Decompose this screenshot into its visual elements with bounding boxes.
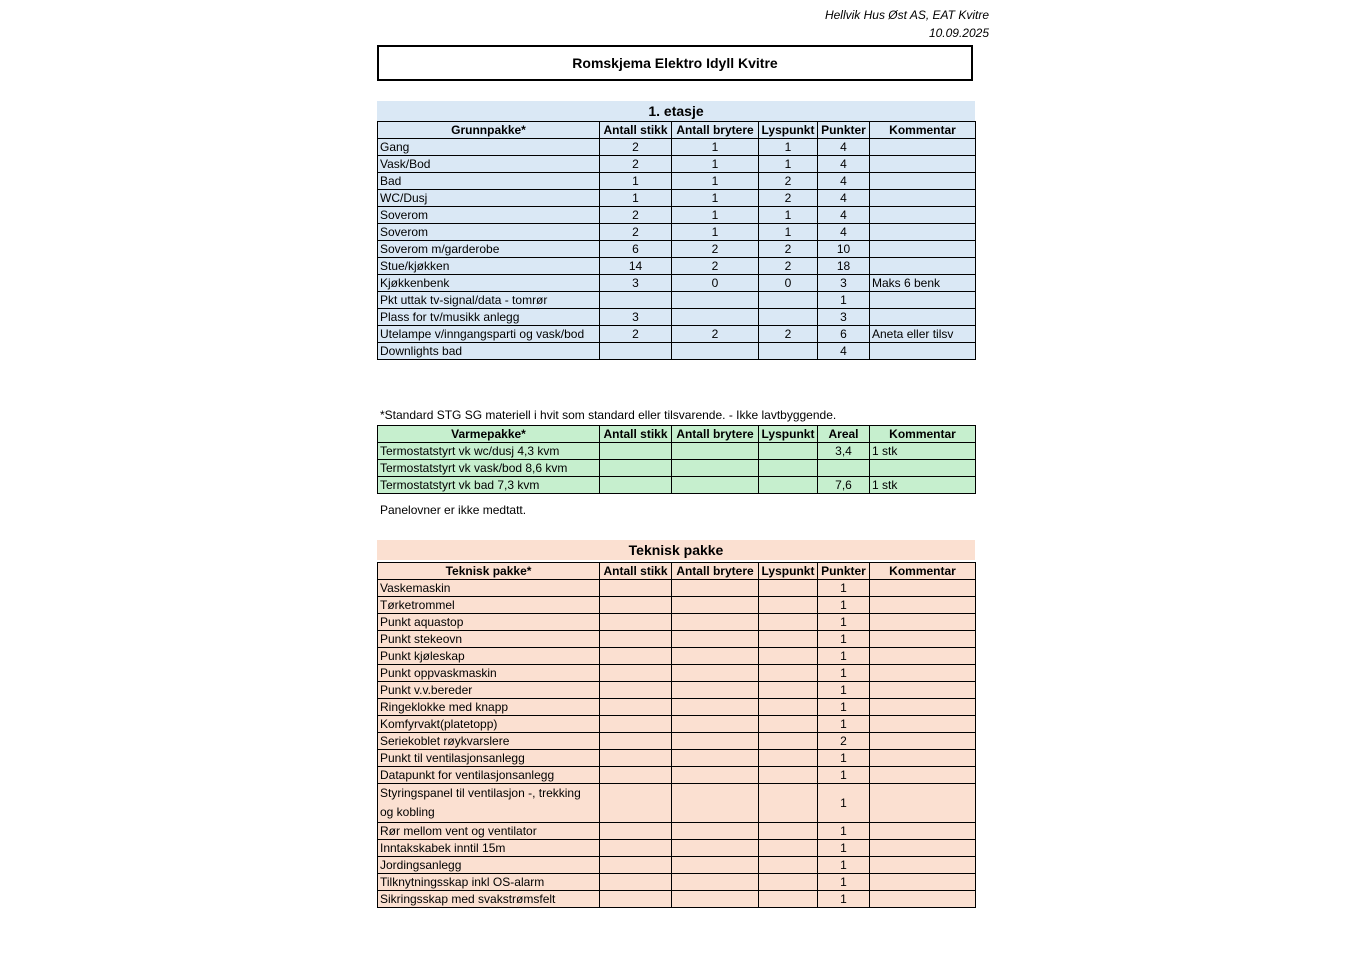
table-cell: 6	[818, 326, 870, 343]
table-cell	[672, 716, 759, 733]
table-cell	[600, 840, 672, 857]
table-row	[378, 699, 976, 716]
table-cell: 2	[672, 326, 759, 343]
row-label: Punkt v.v.bereder	[378, 682, 600, 699]
table-cell	[672, 891, 759, 908]
table-cell: 1	[672, 190, 759, 207]
row-label: Styringspanel til ventilasjon -, trekking og kobling	[378, 784, 600, 823]
table-cell	[600, 460, 672, 477]
table-cell	[759, 309, 818, 326]
table-row	[378, 840, 976, 857]
row-label: Pkt uttak tv-signal/data - tomrør	[378, 292, 600, 309]
table-cell	[759, 716, 818, 733]
technical-table	[377, 562, 976, 908]
table-cell	[600, 665, 672, 682]
table-cell	[759, 750, 818, 767]
table-cell	[870, 460, 976, 477]
row-label: Termostatstyrt vk wc/dusj 4,3 kvm	[378, 443, 600, 460]
table-cell: 2	[759, 241, 818, 258]
table-cell	[672, 784, 759, 823]
table-row	[378, 241, 976, 258]
table-cell	[870, 665, 976, 682]
document-title: Romskjema Elektro Idyll Kvitre	[377, 45, 973, 81]
table-cell: 1	[818, 750, 870, 767]
table-row	[378, 716, 976, 733]
table-cell: 1	[818, 614, 870, 631]
table-cell	[870, 823, 976, 840]
row-label: Tørketrommel	[378, 597, 600, 614]
column-header: Antall brytere	[672, 122, 759, 139]
table-row	[378, 784, 976, 823]
table-cell	[600, 874, 672, 891]
table-row	[378, 631, 976, 648]
table-cell	[600, 477, 672, 494]
floor-header-row	[378, 122, 976, 139]
table-cell	[870, 156, 976, 173]
table-cell	[672, 699, 759, 716]
table-cell: 1	[818, 631, 870, 648]
table-cell	[600, 580, 672, 597]
table-cell	[600, 767, 672, 784]
table-cell: 2	[759, 258, 818, 275]
table-row	[378, 648, 976, 665]
table-cell	[759, 840, 818, 857]
table-cell	[672, 343, 759, 360]
table-cell: 1	[818, 840, 870, 857]
table-cell	[600, 597, 672, 614]
technical-heading: Teknisk pakke	[377, 540, 975, 560]
table-cell: 1	[759, 224, 818, 241]
table-row	[378, 682, 976, 699]
table-cell: 1	[818, 874, 870, 891]
table-row	[378, 443, 976, 460]
table-cell	[672, 292, 759, 309]
table-row	[378, 139, 976, 156]
column-header: Antall brytere	[672, 563, 759, 580]
table-cell	[759, 292, 818, 309]
table-cell: 0	[672, 275, 759, 292]
table-cell: 4	[818, 139, 870, 156]
table-cell	[759, 784, 818, 823]
row-label: Datapunkt for ventilasjonsanlegg	[378, 767, 600, 784]
table-row	[378, 857, 976, 874]
table-row	[378, 750, 976, 767]
table-cell: 1	[672, 156, 759, 173]
table-cell	[600, 891, 672, 908]
table-cell	[759, 665, 818, 682]
row-label: Plass for tv/musikk anlegg	[378, 309, 600, 326]
table-cell	[870, 716, 976, 733]
table-cell: 0	[759, 275, 818, 292]
table-cell: 3	[600, 275, 672, 292]
table-row	[378, 665, 976, 682]
table-row	[378, 614, 976, 631]
table-cell	[600, 823, 672, 840]
table-cell	[870, 733, 976, 750]
table-cell	[672, 665, 759, 682]
table-cell	[759, 631, 818, 648]
table-cell: 1	[818, 823, 870, 840]
table-cell: 3	[600, 309, 672, 326]
table-cell	[870, 139, 976, 156]
table-cell	[870, 648, 976, 665]
table-cell	[672, 840, 759, 857]
table-row	[378, 309, 976, 326]
heating-header-row	[378, 426, 976, 443]
table-cell	[870, 597, 976, 614]
table-cell	[600, 343, 672, 360]
table-cell	[759, 580, 818, 597]
table-cell	[600, 733, 672, 750]
table-cell: 1 stk	[870, 477, 976, 494]
column-header: Punkter	[818, 563, 870, 580]
table-cell	[759, 823, 818, 840]
table-row	[378, 767, 976, 784]
table-cell: 1	[818, 665, 870, 682]
table-cell: Maks 6 benk	[870, 275, 976, 292]
table-cell	[600, 750, 672, 767]
table-cell	[870, 614, 976, 631]
table-row	[378, 343, 976, 360]
column-header: Teknisk pakke*	[378, 563, 600, 580]
row-label: Termostatstyrt vk vask/bod 8,6 kvm	[378, 460, 600, 477]
table-cell	[672, 614, 759, 631]
table-cell: 1	[818, 784, 870, 823]
table-cell: 2	[759, 190, 818, 207]
table-cell: 7,6	[818, 477, 870, 494]
row-label: WC/Dusj	[378, 190, 600, 207]
row-label: Vask/Bod	[378, 156, 600, 173]
table-cell	[870, 207, 976, 224]
table-cell: 18	[818, 258, 870, 275]
row-label: Seriekoblet røykvarslere	[378, 733, 600, 750]
table-cell: 1	[818, 648, 870, 665]
table-cell	[870, 631, 976, 648]
table-cell	[870, 580, 976, 597]
table-row	[378, 891, 976, 908]
table-row	[378, 477, 976, 494]
column-header: Antall stikk	[600, 563, 672, 580]
table-cell: 4	[818, 207, 870, 224]
table-cell	[870, 190, 976, 207]
table-cell: 1	[818, 597, 870, 614]
column-header: Lyspunkt	[759, 426, 818, 443]
table-row	[378, 224, 976, 241]
table-cell	[759, 443, 818, 460]
table-cell: 2	[600, 207, 672, 224]
table-cell: 1	[672, 173, 759, 190]
table-cell	[870, 224, 976, 241]
table-cell: 1	[672, 139, 759, 156]
table-cell	[600, 614, 672, 631]
table-cell	[600, 857, 672, 874]
table-cell	[759, 343, 818, 360]
table-cell	[672, 477, 759, 494]
floor-heading: 1. etasje	[377, 101, 975, 121]
table-cell: 1	[600, 190, 672, 207]
table-cell	[600, 648, 672, 665]
column-header: Antall stikk	[600, 426, 672, 443]
table-cell	[870, 258, 976, 275]
table-cell	[759, 460, 818, 477]
table-cell	[870, 840, 976, 857]
table-cell	[759, 857, 818, 874]
row-label: Ringeklokke med knapp	[378, 699, 600, 716]
table-row	[378, 326, 976, 343]
row-label: Utelampe v/inngangsparti og vask/bod	[378, 326, 600, 343]
table-cell	[672, 309, 759, 326]
table-cell: 2	[818, 733, 870, 750]
table-cell	[600, 716, 672, 733]
table-cell	[870, 699, 976, 716]
column-header: Kommentar	[870, 563, 976, 580]
column-header: Antall brytere	[672, 426, 759, 443]
row-label: Punkt aquastop	[378, 614, 600, 631]
table-cell: 2	[759, 326, 818, 343]
table-cell: 3,4	[818, 443, 870, 460]
floor-table	[377, 121, 976, 360]
table-cell: 2	[600, 156, 672, 173]
table-cell	[870, 857, 976, 874]
table-cell	[759, 699, 818, 716]
table-cell	[600, 292, 672, 309]
table-cell	[672, 750, 759, 767]
table-cell	[672, 874, 759, 891]
table-cell: 1	[759, 139, 818, 156]
table-cell	[672, 460, 759, 477]
heating-note: Panelovner er ikke medtatt.	[380, 503, 527, 517]
table-cell: 1	[672, 224, 759, 241]
table-cell	[759, 891, 818, 908]
row-label: Termostatstyrt vk bad 7,3 kvm	[378, 477, 600, 494]
technical-header-row	[378, 563, 976, 580]
table-row	[378, 874, 976, 891]
table-cell: 14	[600, 258, 672, 275]
table-row	[378, 823, 976, 840]
table-row	[378, 733, 976, 750]
table-row	[378, 460, 976, 477]
table-cell	[759, 597, 818, 614]
table-cell	[870, 292, 976, 309]
row-label: Soverom	[378, 207, 600, 224]
table-cell	[672, 857, 759, 874]
table-row	[378, 207, 976, 224]
table-cell	[672, 580, 759, 597]
table-cell: 1	[759, 207, 818, 224]
table-cell	[600, 682, 672, 699]
table-cell: 4	[818, 343, 870, 360]
table-row	[378, 597, 976, 614]
table-cell: 2	[672, 258, 759, 275]
table-cell: 1	[818, 767, 870, 784]
table-cell	[759, 682, 818, 699]
column-header: Varmepakke*	[378, 426, 600, 443]
column-header: Kommentar	[870, 426, 976, 443]
table-cell: 2	[600, 326, 672, 343]
table-cell	[870, 767, 976, 784]
table-cell: 6	[600, 241, 672, 258]
table-row	[378, 258, 976, 275]
row-label: Rør mellom vent og ventilator	[378, 823, 600, 840]
row-label: Stue/kjøkken	[378, 258, 600, 275]
table-cell: 1	[818, 292, 870, 309]
header-date: 10.09.2025	[928, 26, 989, 40]
table-cell	[818, 460, 870, 477]
table-cell	[759, 767, 818, 784]
table-row	[378, 173, 976, 190]
table-cell: 4	[818, 156, 870, 173]
table-row	[378, 190, 976, 207]
row-label: Soverom	[378, 224, 600, 241]
table-cell	[870, 891, 976, 908]
table-cell: 1	[600, 173, 672, 190]
row-label: Vaskemaskin	[378, 580, 600, 597]
header-company: Hellvik Hus Øst AS, EAT Kvitre	[824, 8, 989, 22]
table-cell: 4	[818, 173, 870, 190]
standard-note: *Standard STG SG materiell i hvit som standard eller tilsvarende. - Ikke lavtbyggende.	[380, 408, 837, 422]
row-label: Punkt oppvaskmaskin	[378, 665, 600, 682]
table-cell	[672, 682, 759, 699]
table-cell: 2	[600, 224, 672, 241]
table-cell	[759, 477, 818, 494]
column-header: Antall stikk	[600, 122, 672, 139]
table-cell	[870, 750, 976, 767]
table-cell: Aneta eller tilsv	[870, 326, 976, 343]
table-cell: 4	[818, 224, 870, 241]
table-cell: 3	[818, 275, 870, 292]
table-cell	[600, 699, 672, 716]
column-header: Punkter	[818, 122, 870, 139]
heating-table	[377, 425, 976, 494]
table-cell: 1	[672, 207, 759, 224]
table-cell	[870, 173, 976, 190]
row-label: Punkt kjøleskap	[378, 648, 600, 665]
row-label: Punkt til ventilasjonsanlegg	[378, 750, 600, 767]
table-cell	[672, 767, 759, 784]
table-cell: 3	[818, 309, 870, 326]
table-row	[378, 292, 976, 309]
table-cell: 1	[818, 682, 870, 699]
table-cell	[672, 443, 759, 460]
row-label: Inntakskabek inntil 15m	[378, 840, 600, 857]
table-cell	[759, 874, 818, 891]
table-cell	[600, 784, 672, 823]
row-label: Gang	[378, 139, 600, 156]
row-label: Jordingsanlegg	[378, 857, 600, 874]
table-cell	[759, 614, 818, 631]
row-label: Komfyrvakt(platetopp)	[378, 716, 600, 733]
row-label: Bad	[378, 173, 600, 190]
table-cell	[672, 648, 759, 665]
column-header: Lyspunkt	[759, 122, 818, 139]
row-label: Sikringsskap med svakstrømsfelt	[378, 891, 600, 908]
table-cell	[672, 597, 759, 614]
table-row	[378, 580, 976, 597]
column-header: Areal	[818, 426, 870, 443]
table-cell: 1	[818, 580, 870, 597]
table-cell: 1 stk	[870, 443, 976, 460]
table-cell: 1	[759, 156, 818, 173]
row-label: Downlights bad	[378, 343, 600, 360]
table-cell: 2	[672, 241, 759, 258]
table-cell	[870, 241, 976, 258]
column-header: Kommentar	[870, 122, 976, 139]
table-cell: 2	[759, 173, 818, 190]
row-label: Punkt stekeovn	[378, 631, 600, 648]
row-label: Kjøkkenbenk	[378, 275, 600, 292]
table-cell	[600, 631, 672, 648]
table-cell	[600, 443, 672, 460]
table-cell	[672, 823, 759, 840]
row-label: Soverom m/garderobe	[378, 241, 600, 258]
table-cell	[759, 648, 818, 665]
table-cell	[870, 309, 976, 326]
table-cell	[672, 733, 759, 750]
table-cell	[870, 784, 976, 823]
table-cell: 10	[818, 241, 870, 258]
table-row	[378, 156, 976, 173]
table-cell	[870, 682, 976, 699]
table-cell: 4	[818, 190, 870, 207]
table-cell: 1	[818, 891, 870, 908]
table-cell	[870, 343, 976, 360]
table-cell: 1	[818, 857, 870, 874]
table-row	[378, 275, 976, 292]
table-cell	[672, 631, 759, 648]
table-cell	[759, 733, 818, 750]
table-cell: 2	[600, 139, 672, 156]
table-cell	[870, 874, 976, 891]
row-label: Tilknytningsskap inkl OS-alarm	[378, 874, 600, 891]
column-header: Grunnpakke*	[378, 122, 600, 139]
table-cell: 1	[818, 716, 870, 733]
column-header: Lyspunkt	[759, 563, 818, 580]
table-cell: 1	[818, 699, 870, 716]
